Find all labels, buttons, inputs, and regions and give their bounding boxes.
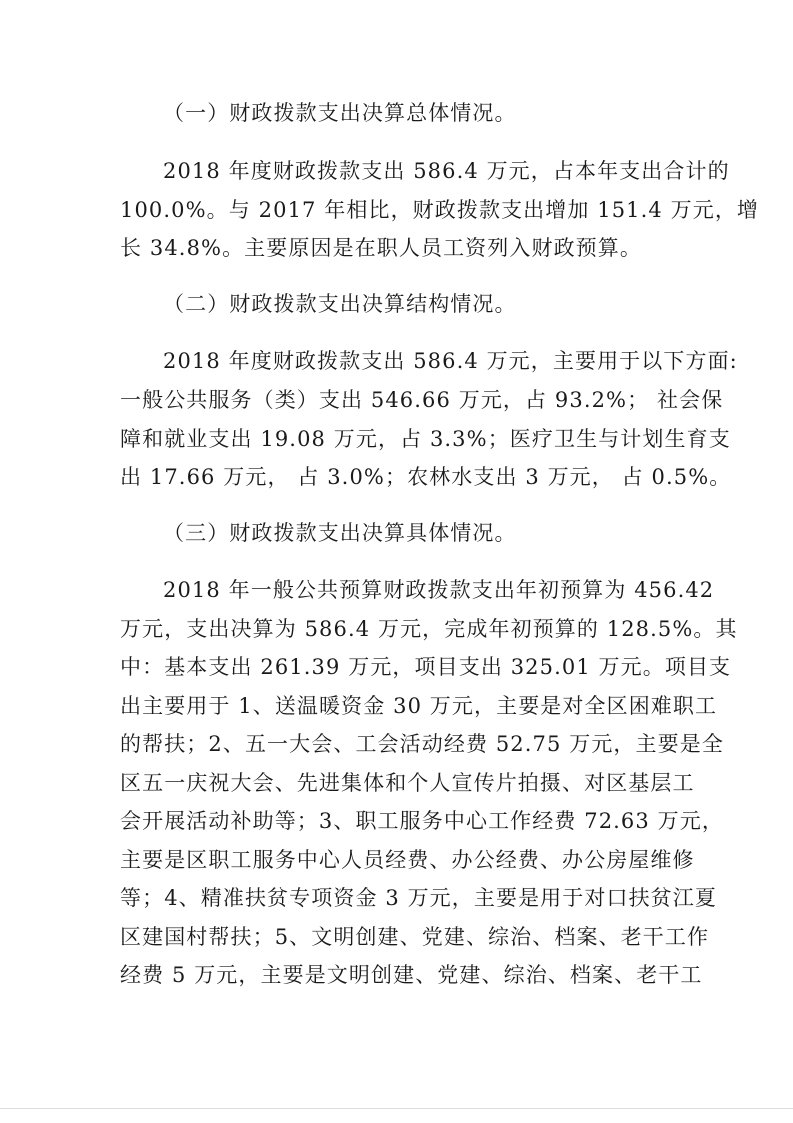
paragraph-line: 区建国村帮扶；5、文明创建、党建、综治、档案、老干工作 (120, 925, 710, 949)
paragraph-line: 中：基本支出 261.39 万元，项目支出 325.01 万元。项目支 (120, 655, 732, 679)
paragraph-line: 的帮扶；2、五一大会、工会活动经费 52.75 万元，主要是全 (120, 732, 724, 756)
paragraph-line: 等；4、精准扶贫专项资金 3 万元，主要是用于对口扶贫江夏 (120, 886, 717, 910)
paragraph-line: 2018 年度财政拨款支出 586.4 万元，主要用于以下方面: (163, 349, 738, 373)
paragraph-line: 万元，支出决算为 586.4 万元，完成年初预算的 128.5%。其 (120, 617, 738, 641)
page-bottom-rule (0, 1108, 793, 1109)
paragraph-line: 2018 年度财政拨款支出 586.4 万元，占本年支出合计的 (163, 159, 730, 183)
paragraph-line: 会开展活动补助等；3、职工服务中心工作经费 72.63 万元， (120, 809, 724, 833)
paragraph-line: 障和就业支出 19.08 万元，占 3.3%；医疗卫生与计划生育支 (120, 427, 731, 451)
paragraph-line: 100.0%。与 2017 年相比，财政拨款支出增加 151.4 万元，增 (120, 198, 760, 222)
paragraph-line: 经费 5 万元，主要是文明创建、党建、综治、档案、老干工 (120, 963, 703, 987)
section-heading-2: （二）财政拨款支出决算结构情况。 (163, 292, 517, 316)
paragraph-line: 长 34.8%。主要原因是在职人员工资列入财政预算。 (120, 236, 642, 260)
section-heading-1: （一）财政拨款支出决算总体情况。 (163, 101, 517, 125)
paragraph-line: 出主要用于 1、送温暖资金 30 万元，主要是对全区困难职工 (120, 694, 718, 718)
paragraph-line: 主要是区职工服务中心人员经费、办公经费、办公房屋维修 (120, 848, 695, 872)
paragraph-line: 出 17.66 万元， 占 3.0%；农林水支出 3 万元， 占 0.5%。 (120, 465, 732, 489)
section-heading-3: （三）财政拨款支出决算具体情况。 (163, 521, 517, 545)
paragraph-line: 一般公共服务（类）支出 546.66 万元，占 93.2%； 社会保 (120, 388, 724, 412)
paragraph-line: 2018 年一般公共预算财政拨款支出年初预算为 456.42 (163, 578, 715, 602)
paragraph-line: 区五一庆祝大会、先进集体和个人宣传片拍摄、对区基层工 (120, 771, 695, 795)
